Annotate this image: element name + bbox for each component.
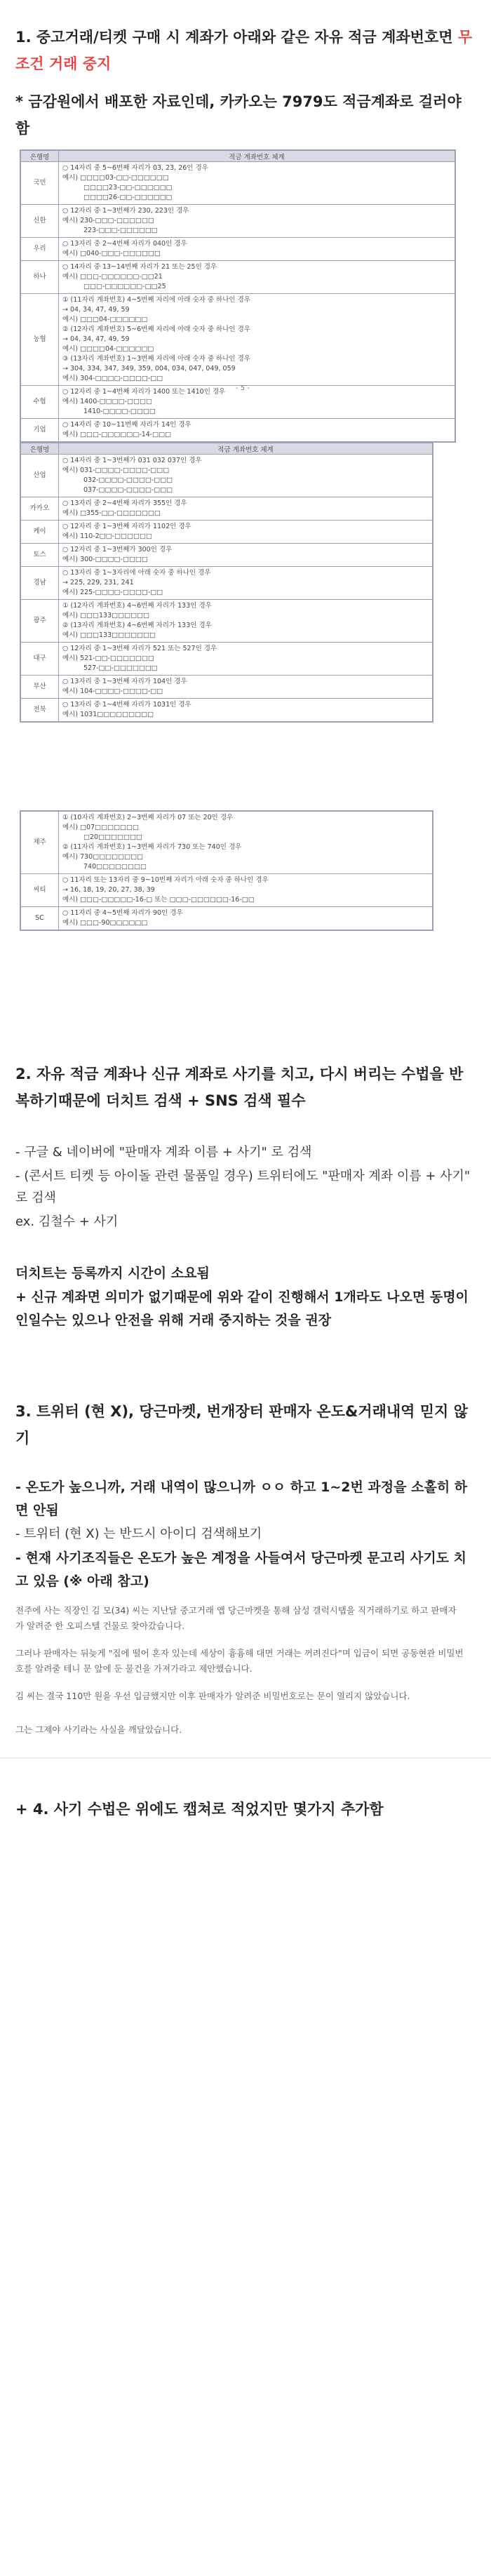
table-row: [21, 643, 433, 676]
bank-name: 부산: [21, 676, 59, 699]
section-2-title: 2. 자유 적금 계좌나 신규 계좌로 사기를 치고, 다시 버리는 수법을 반복하기때문에 더치트 검색 + SNS 검색 필수: [15, 1066, 464, 1109]
bank-name: 농협: [21, 294, 59, 386]
rule-line: ○ 14자리 중 13~14번째 자리가 21 또는 25인 경우: [62, 263, 217, 271]
rule-line: ③ (13자리 계좌번호) 1~3번째 자리에 아래 숫자 중 하나인 경우: [62, 355, 250, 363]
rule-line: 예시) □040-□□□-□□□□□□: [62, 250, 161, 257]
rule-line: 740□□□□□□□□: [83, 863, 147, 871]
account-rule: [59, 600, 433, 643]
table-row: [21, 874, 433, 907]
rule-line: 예시) 110-2□□-□□□□□□: [62, 532, 152, 540]
rule-line: 예시) □□□-□□□□□-16-□ 또는 □□□-□□□□□□-16-□□: [62, 896, 255, 904]
rule-line: 예시) 300-□□□□-□□□□: [62, 556, 148, 563]
rule-line: 예시) 031-□□□□-□□□□-□□□: [62, 467, 170, 474]
rule-line: ○ 12자리 중 1~3번째가 300인 경우: [62, 546, 173, 554]
bank-name: SC: [21, 907, 59, 930]
section-1-title-warning: 무조건 거래 중지: [15, 29, 473, 72]
account-rule: [59, 907, 433, 930]
account-rule: [59, 205, 455, 238]
account-rule: [59, 455, 433, 497]
news-paragraph-3: 김 씨는 결국 110만 원을 우선 입금했지만 이후 판매자가 알려준 비밀번호로는 문이 열리지 않았습니다.: [15, 1691, 410, 1701]
account-rule: [59, 419, 455, 442]
bank-name: 수협: [21, 386, 59, 419]
bank-name: 전북: [21, 699, 59, 722]
account-rule: [59, 874, 433, 907]
savings-account-table-2: [20, 442, 433, 723]
bank-name: 토스: [21, 544, 59, 567]
section-3-twitter-check: - 트위터 (현 X) 는 반드시 아이디 검색해보기: [15, 1527, 262, 1541]
bank-name: 기업: [21, 419, 59, 442]
rule-line: ○ 13자리 중 2~4번째 자리가 040인 경우: [62, 240, 187, 248]
rule-line: → 16, 18, 19, 20, 27, 38, 39: [62, 886, 155, 894]
rule-line: ○ 12자리 중 1~3번째 자리가 521 또는 527인 경우: [62, 645, 217, 652]
news-paragraph-2: 그러나 판매자는 뒤늦게 "집에 떨어 혼자 있는데 세상이 흉흉해 대면 거래는 꺼려진다"며 입금이 되면 공동현관 비밀번호를 알려줄 테니 문 앞에 둔 물건을 가져가라고 제안했습니다.: [15, 1648, 464, 1674]
bank-name: 하나: [21, 261, 59, 294]
page-number: - 5 -: [236, 384, 250, 392]
table-row: [21, 812, 433, 874]
section-2-google: - 구글 & 네이버에 "판매자 계좌 이름 + 사기" 로 검색: [15, 1145, 312, 1160]
table-row: [21, 544, 433, 567]
account-rule: [59, 497, 433, 521]
rule-line: □20□□□□□□□: [83, 833, 142, 841]
divider: [0, 1757, 491, 1759]
bank-name: 우리: [21, 238, 59, 261]
header-rule: 적금 계좌번호 체계: [59, 443, 433, 455]
rule-line: ○ 12자리 중 1~3번째 자리가 1102인 경우: [62, 523, 191, 530]
table-row: [21, 699, 433, 722]
rule-line: ○ 14자리 중 10~11번째 자리가 14인 경우: [62, 421, 191, 429]
bank-name: 카카오: [21, 497, 59, 521]
rule-line: □□□□26-□□-□□□□□□: [83, 194, 173, 201]
account-rule: [59, 643, 433, 676]
rule-line: 예시) □□□04-□□□□□□: [62, 316, 148, 323]
account-rule: [59, 294, 455, 386]
section-3-warning: - 온도가 높으니까, 거래 내역이 많으니까 ㅇㅇ 하고 1~2번 과정을 소홀히 하면 안됨: [15, 1480, 468, 1518]
account-rule: [59, 699, 433, 722]
rule-line: ② (12자리 계좌번호) 5~6번째 자리에 아래 숫자 중 하나인 경우: [62, 326, 250, 333]
rule-line: 예시) 225-□□□□-□□□□-□□: [62, 589, 163, 596]
rule-line: 예시) 304-□□□□-□□□□-□□: [62, 375, 163, 382]
rule-line: □□□-□□□□□□-□□25: [83, 283, 166, 290]
rule-line: ○ 13자리 중 1~4번째 자리가 1031인 경우: [62, 701, 191, 709]
table-row: [21, 261, 455, 294]
rule-line: ○ 13자리 중 1~3자리에 아래 숫자 중 하나인 경우: [62, 569, 211, 577]
header-rule: 적금 계좌번호 체계: [59, 151, 455, 162]
rule-line: 예시) 730□□□□□□□□: [62, 853, 144, 861]
rule-line: ① (11자리 계좌번호) 4~5번째 자리에 아래 숫자 중 하나인 경우: [62, 296, 250, 304]
account-rule: [59, 812, 433, 874]
news-paragraph-4: 그는 그제야 사기라는 사실을 깨달았습니다.: [15, 1724, 182, 1735]
table-row: [21, 205, 455, 238]
rule-line: → 04, 34, 47, 49, 59: [62, 335, 130, 343]
bank-name: 광주: [21, 600, 59, 643]
table-row: [21, 419, 455, 442]
rule-line: ○ 11자리 또는 13자리 중 9~10번째 자리가 아래 숫자 중 하나인 경우: [62, 876, 269, 884]
rule-line: 527-□□-□□□□□□□: [83, 664, 158, 672]
account-rule: [59, 521, 433, 544]
bank-name: 대구: [21, 643, 59, 676]
bank-name: 경남: [21, 567, 59, 600]
rule-line: 037-□□□□-□□□□-□□□: [83, 486, 173, 494]
rule-line: → 04, 34, 47, 49, 59: [62, 306, 130, 314]
rule-line: → 304, 334, 347, 349, 359, 004, 034, 047, 049, 059: [62, 365, 236, 373]
header-bank: 은행명: [21, 151, 59, 162]
section-3-title: 3. 트위터 (현 X), 당근마켓, 번개장터 판매자 온도&거래내역 믿지 않기: [15, 1403, 468, 1447]
section-1-title: [15, 24, 476, 77]
section-1-note: * 금감원에서 배포한 자료인데, 카카오는 7979도 적금계좌로 걸러야함: [15, 93, 462, 137]
savings-account-table-1: [20, 149, 456, 443]
section-2-twitter: - (콘서트 티켓 등 아이돌 관련 물품일 경우) 트위터에도 "판매자 계좌 이름 + 사기" 로 검색: [15, 1169, 471, 1205]
table-row: [21, 676, 433, 699]
header-bank: 은행명: [21, 443, 59, 455]
section-4-title: + 4. 사기 수법은 위에도 캡쳐로 적었지만 몇가지 추가함: [15, 1801, 384, 1818]
table-row: [21, 497, 433, 521]
rule-line: → 225, 229, 231, 241: [62, 579, 134, 586]
rule-line: ○ 13자리 중 1~3번째 자리가 104인 경우: [62, 678, 187, 685]
table-row: [21, 567, 433, 600]
section-2-recommendation: + 신규 계좌면 의미가 없기때문에 위와 같이 진행해서 1개라도 나오면 동명이인일수는 있으나 안전을 위해 거래 중지하는 것을 권장: [15, 1289, 469, 1328]
rule-line: ② (11자리 계좌번호) 1~3번째 자리가 730 또는 740인 경우: [62, 843, 242, 851]
rule-line: ② (13자리 계좌번호) 4~6번째 자리가 133인 경우: [62, 622, 212, 629]
rule-line: 예시) □□□-90□□□□□□: [62, 919, 148, 927]
table-row: [21, 162, 455, 205]
rule-line: ○ 13자리 중 2~4번째 자리가 355인 경우: [62, 499, 187, 507]
rule-line: ○ 11자리 중 4~5번째 자리가 90인 경우: [62, 909, 183, 917]
rule-line: ① (12자리 계좌번호) 4~6번째 자리가 133인 경우: [62, 602, 212, 610]
rule-line: 예시) □□□-□□□□□□-□□21: [62, 273, 163, 281]
rule-line: 1410-□□□□-□□□□: [83, 408, 156, 415]
rule-line: ○ 14자리 중 5~6번째 자리가 03, 23, 26인 경우: [62, 164, 208, 172]
rule-line: 032-□□□□-□□□□-□□□: [83, 476, 173, 484]
table-row: [21, 238, 455, 261]
table-row: [21, 907, 433, 930]
rule-line: ○ 12자리 중 1~3번째가 230, 223인 경우: [62, 207, 189, 215]
account-rule: [59, 544, 433, 567]
account-rule: [59, 162, 455, 205]
rule-line: 예시) 104-□□□□-□□□□-□□: [62, 687, 163, 695]
rule-line: 예시) □07□□□□□□□: [62, 824, 139, 831]
news-paragraph-1: 전주에 사는 직장인 김 모(34) 씨는 지난달 중고거래 앱 당근마켓을 통해 삼성 갤럭시탭을 직거래하기로 하고 판매자가 알려준 한 오피스텔 건물로 찾아갔습니다.: [15, 1605, 457, 1631]
rule-line: 예시) □□□□04-□□□□□□: [62, 345, 154, 353]
bank-name: 제주: [21, 812, 59, 874]
section-2-example: ex. 김철수 + 사기: [15, 1214, 119, 1229]
rule-line: 예시) □□□133□□□□□□□: [62, 631, 156, 639]
rule-line: 예시) □□□-□□□□□□-14-□□□: [62, 431, 172, 438]
rule-line: 예시) □□□133□□□□□□: [62, 612, 149, 619]
section-3-scam-org: - 현재 사기조직들은 온도가 높은 계정을 사들여서 당근마켓 문고리 사기도 치고 있음 (※ 아래 참고): [15, 1550, 467, 1589]
rule-line: 예시) □□□□03-□□-□□□□□□: [62, 174, 169, 182]
rule-line: 223-□□□-□□□□□□: [83, 227, 158, 234]
account-rule: [59, 238, 455, 261]
rule-line: ① (10자리 계좌번호) 2~3번째 자리가 07 또는 20인 경우: [62, 814, 234, 821]
rule-line: 예시) 521-□□-□□□□□□□: [62, 655, 154, 662]
rule-line: □□□□23-□□-□□□□□□: [83, 184, 173, 192]
rule-line: 예시) 230-□□□-□□□□□□: [62, 217, 154, 224]
bank-name: 케이: [21, 521, 59, 544]
bank-name: 씨티: [21, 874, 59, 907]
account-rule: [59, 386, 455, 419]
savings-account-table-3: [20, 810, 433, 931]
rule-line: 예시) 1400-□□□□-□□□□: [62, 398, 152, 405]
table-row: [21, 294, 455, 386]
account-rule: [59, 567, 433, 600]
table-row: [21, 600, 433, 643]
rule-line: ○ 12자리 중 1~4번째 자리가 1400 또는 1410인 경우: [62, 388, 226, 396]
account-rule: [59, 261, 455, 294]
table-row: [21, 521, 433, 544]
bank-name: 신한: [21, 205, 59, 238]
rule-line: 예시) □355-□□-□□□□□□□: [62, 509, 161, 517]
section-1-title-text: 1. 중고거래/티켓 구매 시 계좌가 아래와 같은 자유 적금 계좌번호면: [15, 29, 458, 46]
account-rule: [59, 676, 433, 699]
section-2-thecheat-note: 더치트는 등록까지 시간이 소요됨: [15, 1266, 210, 1281]
bank-name: 산업: [21, 455, 59, 497]
table-row: [21, 455, 433, 497]
bank-name: 국민: [21, 162, 59, 205]
rule-line: ○ 14자리 중 1~3번째가 031 032 037인 경우: [62, 457, 202, 464]
rule-line: 예시) 1031□□□□□□□□□: [62, 711, 154, 718]
